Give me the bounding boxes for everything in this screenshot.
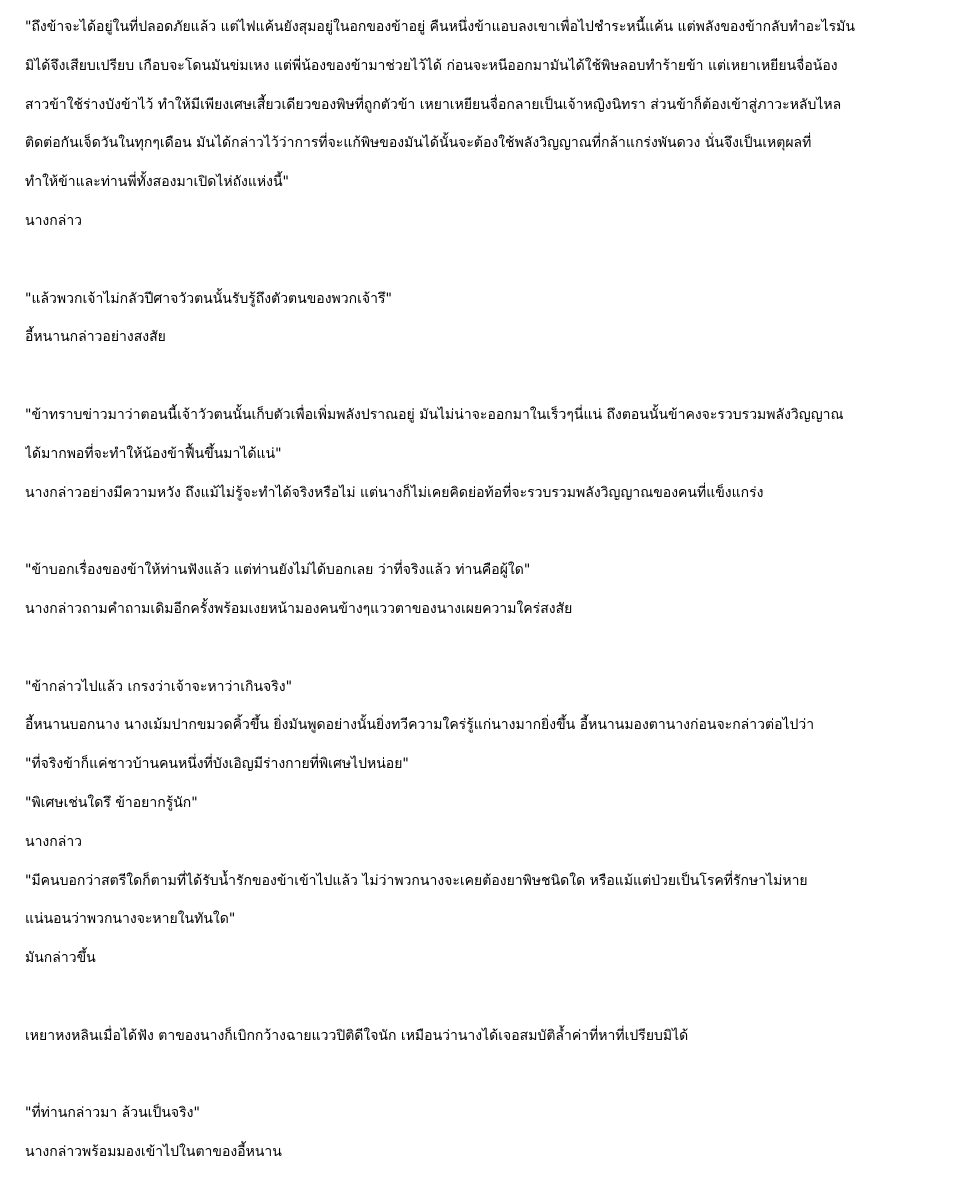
text-line: "ข้าบอกเรื่องของข้าให้ท่านฟังแล้ว แต่ท่านยังไม่ได้บอกเลย ว่าที่จริงแล้ว ท่านคือผู้ใด" [25, 562, 531, 579]
text-line: "มีคนบอกว่าสตรีใดก็ตามที่ได้รับน้ำรักของข้าเข้าไปแล้ว ไม่ว่าพวกนางจะเคยต้องยาพิษชนิดใด หรือแม้แต่ป่วยเป็นโรคที่รักษาไม่หาย [25, 872, 808, 889]
text-line: "ข้าทราบข่าวมาว่าตอนนี้เจ้าวัวตนนั้นเก็บตัวเพื่อเพิ่มพลังปราณอยู่ มันไม่น่าจะออกมาในเร็วๆนี่แน่ ถึงตอนนั้นข้าคงจะรวบรวมพลังวิญญาณ [25, 406, 844, 423]
text-line: นางกล่าว [25, 212, 83, 229]
blank-line [25, 978, 942, 1017]
text-line: มันกล่าวขึ้น [25, 950, 96, 967]
text-line: ทำให้ข้าและท่านพี่ทั้งสองมาเปิดไห่ถังแห่งนี้" [25, 174, 289, 191]
text-line: นางกล่าวถามคำถามเดิมอีกครั้งพร้อมเงยหน้ามองคนข้างๆแววตาของนางเผยความใคร่สงสัย [25, 600, 573, 617]
text-line: แน่นอนว่าพวกนางจะหายในทันใด" [25, 911, 236, 928]
text-line: ได้มากพอที่จะทำให้น้องข้าฟื้นขึ้นมาได้แน่" [25, 445, 282, 462]
blank-line [25, 1056, 942, 1095]
text-line: "ข้ากล่าวไปแล้ว เกรงว่าเจ้าจะหาว่าเกินจริง" [25, 678, 293, 695]
text-line: "พิเศษเช่นใดรึ ข้าอยากรู้นัก" [25, 794, 198, 811]
blank-line [25, 512, 942, 551]
text-line: เหยาหงหลินเมื่อได้ฟัง ตาของนางก็เบิกกว้างฉายแววปิติดีใจนัก เหมือนว่านางได้เจอสมบัติล้ำค่าที่หาที่เปรียบมิได้ [25, 1027, 689, 1044]
text-line: "ที่จริงข้าก็แค่ชาวบ้านคนหนึ่งที่บังเอิญมีร่างกายที่พิเศษไปหน่อย" [25, 756, 409, 773]
text-line: "ถึงข้าจะได้อยู่ในที่ปลอดภัยแล้ว แต่ไฟแค้นยังสุมอยู่ในอกของข้าอยู่ คืนหนึ่งข้าแอบลงเขาเพื่อไปชำระหนี้แค้น แต่พลังของข้ากลับทำอะไรมัน [25, 19, 855, 35]
text-line: อี้หนานบอกนาง นางเม้มปากขมวดคิ้วขึ้น ยิ่งมันพูดอย่างนั้นยิ่งทวีความใคร่รู้แก่นางมากยิ่งขึ้น อี้หนานมองตานางก่อนจะกล่าวต่อไปว่า [25, 717, 815, 734]
text-line: นางกล่าว [25, 833, 83, 850]
text-line: "แล้วพวกเจ้าไม่กลัวปีศาจวัวตนนั้นรับรู้ถึงตัวตนของพวกเจ้ารึ" [25, 290, 392, 307]
text-line: สาวข้าใช้ร่างบังข้าไว้ ทำให้มีเพียงเศษเสี้ยวเดียวของพิษที่ถูกตัวข้า เหยาเหยียนจื่อกลายเป็นเจ้าหญิงนิทรา ส่วนข้าก็ต้องเข้าสู่ภาวะหลับไหล [25, 96, 842, 113]
text-line: นางกล่าวพร้อมมองเข้าไปในตาของอี้หนาน [25, 1144, 282, 1161]
blank-line [25, 629, 942, 668]
text-line: อี้หนานกล่าวอย่างสงสัย [25, 329, 166, 346]
text-line: ติดต่อกันเจ็ดวันในทุกๆเดือน มันได้กล่าวไว้ว่าการที่จะแก้พิษของมันได้นั้นจะต้องใช้พลังวิญญาณที่กล้าแกร่งพันดวง นั่นจึงเป็นเหตุผลที่ [25, 135, 812, 152]
text-line: "ที่ท่านกล่าวมา ล้วนเป็นจริง" [25, 1105, 200, 1122]
blank-line [25, 241, 942, 280]
blank-line [25, 357, 942, 396]
text-line: มิได้จึงเสียบเปรียบ เกือบจะโดนมันข่มเหง แต่พี่น้องของข้ามาช่วยไว้ได้ ก่อนจะหนีออกมามันได้ใช้พิษลอบทำร้ายข้า แต่เหยาเหยียนจื่อน้อง [25, 57, 838, 74]
text-line: นางกล่าวอย่างมีความหวัง ถึงแม้ไม่รู้จะทำได้จริงหรือไม่ แต่นางก็ไม่เคยคิดย่อท้อที่จะรวบรวมพลังวิญญาณของคนที่แข็งแกร่ง [25, 484, 764, 501]
